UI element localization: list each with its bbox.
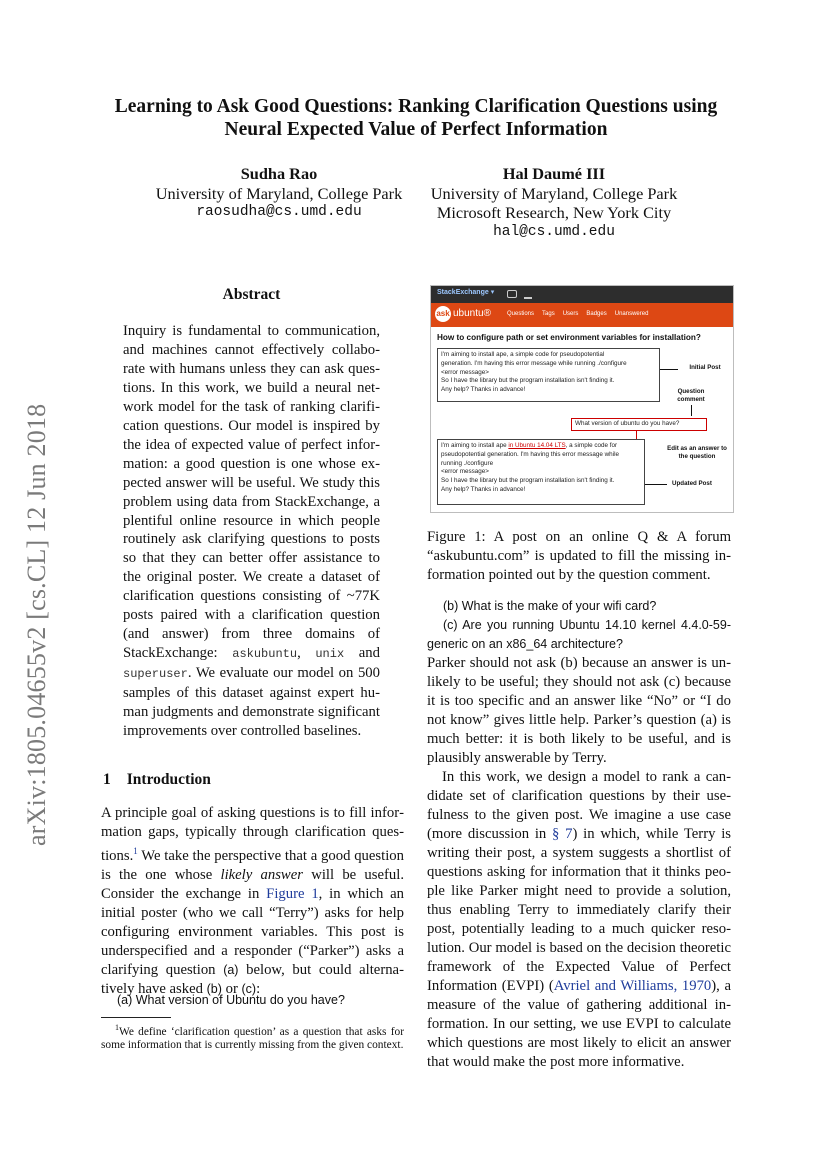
question-a: (a) What version of Ubuntu do you have?: [117, 993, 345, 1007]
label-question-comment: Question comment: [677, 388, 705, 403]
author-affiliation: University of Maryland, College Park: [155, 183, 403, 203]
nav-users: Users: [562, 311, 579, 317]
figure-ref-link[interactable]: Figure 1: [266, 885, 319, 902]
author-email: hal@cs.umd.edu: [493, 223, 615, 240]
arrow-comment: [691, 405, 692, 416]
author-block-1: [150, 164, 408, 223]
intro-paragraph-left: A principle goal of asking questions is to fill information gaps, typically through clarification questions.$^1$ We take the perspective that a good question is the one whose likely answer will be useful. Consider the exchange in Figure 1, in which an initial poster (who we call “Terry”) asks for help configuring environment variables. This post is underspecified and a responder (“Parker”) asks a clarifying question (a) below, but could alternatively have asked (b) or (c):: [101, 805, 404, 997]
arxiv-stamp: arXiv:1805.04655v2 [cs.CL] 12 Jun 2018: [22, 403, 51, 846]
updated-post-box: I'm aiming to install ape in Ubuntu 14.04 LTS, a simple code for pseudopotential generation. I'm having this error message while running ./configure <error message> So I have the library but the program installation isn't finding it. Any help? Thanks in advance!: [437, 439, 645, 505]
initial-post-box: I'm aiming to install ape, a simple code for pseudopotential generation. I'm having this error message while running ./configure <error message> So I have the library but the program installation isn't finding it. Any help? Thanks in advance!: [437, 348, 660, 402]
ubuntu-wordmark: ubuntu®: [453, 308, 491, 319]
figure-1-caption: Figure 1: A post on an online Q & A forum “askubuntu.com” is updated to fill the missing information pointed out by the question comment.: [427, 529, 731, 583]
inbox-icon: [507, 290, 517, 298]
askubuntu-nav: [507, 311, 648, 317]
question-c: (c) Are you running Ubuntu 14.10 kernel 4.4.0-59-generic on an x86_64 architecture?: [427, 618, 731, 651]
nav-questions: Questions: [507, 311, 535, 317]
label-initial-post: Initial Post: [689, 364, 721, 371]
author-affiliation-2: Microsoft Research, New York City: [436, 203, 672, 222]
nav-tags: Tags: [542, 311, 555, 317]
post-question-title: How to configure path or set environment variables for installation?: [437, 333, 701, 342]
author-name: Sudha Rao: [240, 164, 318, 183]
intro-paragraph-right: Parker should not ask (b) because an answer is unlikely to be useful; they should not ask (c) because it is too specific and an answer like “No” or “I do not know” gives little help. Parker’s question (a) is much better: it is both likely to be useful, and is plausibly answerable by Terry. In this work, we design a model to rank a candidate set of clarification questions by their usefulness to the given post. We imagine a use case (more discussion in § 7) in which, while Terry is writing their post, a system suggests a shortlist of questions asking for information that it thinks people like Parker might need to provide a solution, thus enabling Terry to immediately clarify their post, potentially leading to a much quicker resolution. Our model is based on the decision theoretic framework of the Expected Value of Perfect Information (EVPI) (Avriel and Williams, 1970), a measure of the value of gathering additional information. In our setting, we use EVPI to calculate which questions are most likely to elicit an answer that would make the post more informative.: [427, 655, 732, 1070]
author-block-2: [425, 164, 683, 242]
nav-unanswered: Unanswered: [614, 311, 649, 317]
author-affiliation: University of Maryland, College Park: [430, 183, 678, 203]
arrow-initial: [660, 369, 678, 370]
footnote-rule: [101, 1017, 171, 1018]
figure-1-screenshot: [430, 285, 734, 513]
label-edit-answer: Edit as an answer to the question: [667, 445, 727, 460]
question-comment-box: What version of ubuntu do you have?: [571, 418, 707, 431]
footnote-ref[interactable]: 1: [133, 846, 138, 856]
footnote: $^1$We define ‘clarification question’ as a question that asks for some information that is currently missing from the given context.: [101, 1023, 404, 1052]
abstract-body: Inquiry is fundamental to communication, and machines cannot effectively collaborate with humans unless they can ask questions. In this work, we build a neural network model for the task of ranking clarification questions. Our model is inspired by the idea of expected value of perfect information: a good question is one whose expected answer will be useful. We study this problem using data from StackExchange, a plentiful online resource in which people routinely ask clarifying questions to posts so that they can better offer assistance to the original poster. We create a dataset of clarification questions consisting of ~77K posts paired with a clarification question (and answer) from three domains of StackExchange: askubuntu, unix and superuser. We evaluate our model on 500 samples of this dataset against expert human judgments and demonstrate significant improvements over controlled baselines.: [123, 323, 380, 740]
stackexchange-topbar: [431, 286, 733, 303]
author-name: Hal Daumé III: [502, 164, 606, 183]
askubuntu-logo: ask: [435, 306, 451, 322]
label-updated-post: Updated Post: [672, 480, 712, 487]
author-email: raosudha@cs.umd.edu: [196, 204, 362, 220]
citation-link[interactable]: Avriel and Williams, 1970: [553, 978, 712, 994]
title-line-1: Learning to Ask Good Questions: Ranking Clarification Questions using: [114, 96, 718, 117]
abstract-heading: Abstract: [222, 286, 281, 303]
nav-badges: Badges: [586, 311, 607, 317]
achievements-icon: [524, 290, 532, 299]
section-heading: 1 Introduction: [103, 771, 211, 788]
inserted-answer: in Ubuntu 14.04 LTS: [508, 442, 566, 449]
question-b: (b) What is the make of your wifi card?: [443, 599, 657, 613]
title-line-2: Neural Expected Value of Perfect Information: [224, 119, 608, 140]
paper-title: [60, 95, 772, 141]
arrow-updated: [645, 484, 667, 485]
askubuntu-header: [431, 303, 733, 327]
stackexchange-logo: StackExchange ▾: [437, 289, 495, 296]
section-ref-link[interactable]: § 7: [552, 826, 573, 842]
